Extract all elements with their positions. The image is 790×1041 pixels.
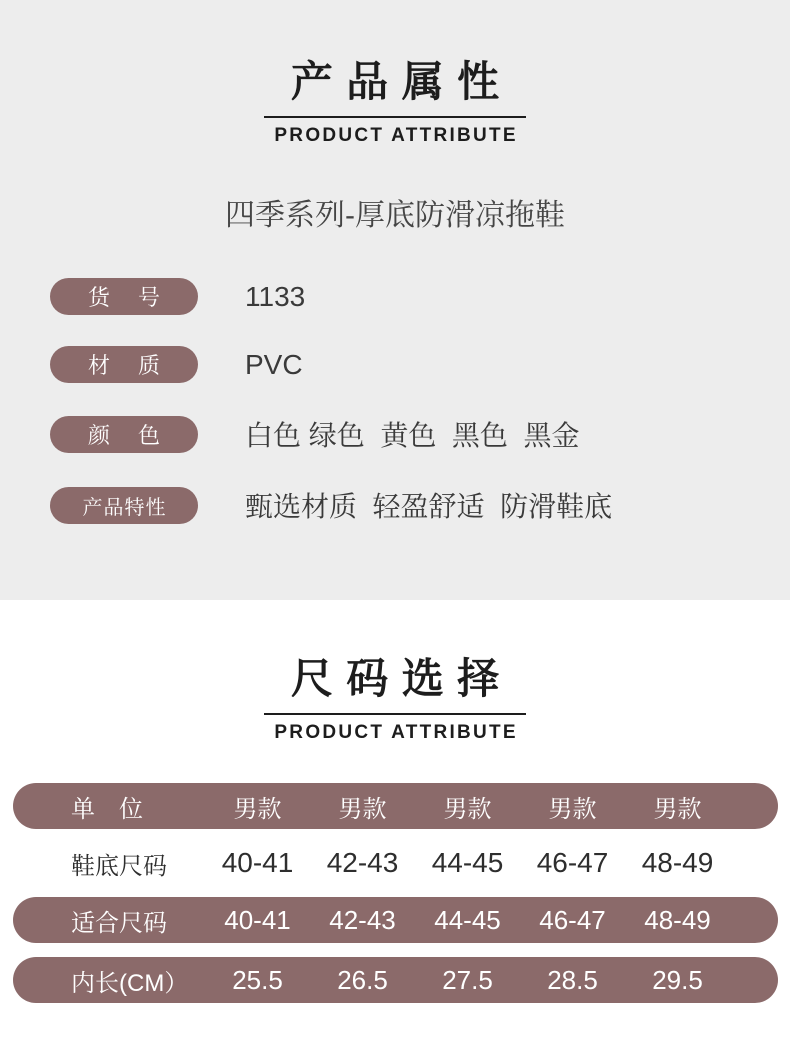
attr-row-features <box>50 485 790 525</box>
size-table-header-cell: 男款 <box>548 795 597 823</box>
section-subtitle-en: PRODUCT ATTRIBUTE <box>274 722 518 743</box>
size-table-row-inner-length <box>13 957 778 1003</box>
attr-value-color: 白色 绿色 黄色 黑色 黑金 <box>245 420 580 451</box>
size-table-cell: 46-47 <box>539 904 606 935</box>
attr-label-text: 材 质 <box>87 353 163 378</box>
attr-label-pill-material <box>50 346 198 383</box>
size-table-row-sole-size <box>13 829 778 897</box>
section-title-size-selection: 尺码选择 <box>290 655 513 702</box>
section-subtitle-en: PRODUCT ATTRIBUTE <box>274 125 518 146</box>
size-table-cell: 26.5 <box>337 964 388 995</box>
size-table-cell: 29.5 <box>652 964 703 995</box>
attr-value-item-number: 1133 <box>245 280 306 312</box>
size-table-row-label: 鞋底尺码 <box>71 852 167 880</box>
size-table-header-label: 单 位 <box>71 795 143 823</box>
attr-value-features: 甄选材质 轻盈舒适 防滑鞋底 <box>245 491 613 522</box>
size-table-cell: 48-49 <box>644 904 711 935</box>
size-table-row-label: 内长(CM） <box>71 969 189 997</box>
size-table-cell: 44-45 <box>431 847 504 878</box>
attr-row-material <box>50 346 790 383</box>
size-table-cell: 48-49 <box>641 847 714 878</box>
size-table-cell: 46-47 <box>536 847 609 878</box>
attr-label-pill-item-number <box>50 278 198 315</box>
product-series-name: 四季系列-厚底防滑凉拖鞋 <box>225 199 565 232</box>
attr-label-pill-features <box>50 487 198 524</box>
section-title-product-attribute: 产品属性 <box>290 58 513 105</box>
size-table-header-cell: 男款 <box>443 795 492 823</box>
attr-label-text: 货 号 <box>87 285 163 310</box>
attr-label-pill-color <box>50 416 198 453</box>
size-table-cell: 40-41 <box>224 904 291 935</box>
size-table-cell: 27.5 <box>442 964 493 995</box>
size-table-header-cell: 男款 <box>233 795 282 823</box>
size-table-row-fit-size <box>13 897 778 943</box>
size-table-cell: 28.5 <box>547 964 598 995</box>
title-underline <box>264 116 526 118</box>
size-table-cell: 42-43 <box>326 847 399 878</box>
title-underline <box>264 713 526 715</box>
size-table-row-label: 适合尺码 <box>71 909 167 937</box>
size-table-header-cell: 男款 <box>338 795 387 823</box>
attr-label-text: 产品特性 <box>82 496 167 519</box>
size-table-header-row <box>13 783 778 829</box>
size-selection-section <box>0 600 790 1003</box>
size-table-cell: 42-43 <box>329 904 396 935</box>
attr-row-item-number <box>50 278 790 315</box>
size-table-cell: 44-45 <box>434 904 501 935</box>
attr-value-material: PVC <box>245 348 303 380</box>
size-table-cell: 25.5 <box>232 964 283 995</box>
size-table <box>13 783 778 1003</box>
attr-row-color <box>50 414 790 454</box>
attr-label-text: 颜 色 <box>87 422 163 448</box>
size-table-cell: 40-41 <box>221 847 294 878</box>
attribute-rows <box>0 278 790 525</box>
size-table-header-cell: 男款 <box>653 795 702 823</box>
